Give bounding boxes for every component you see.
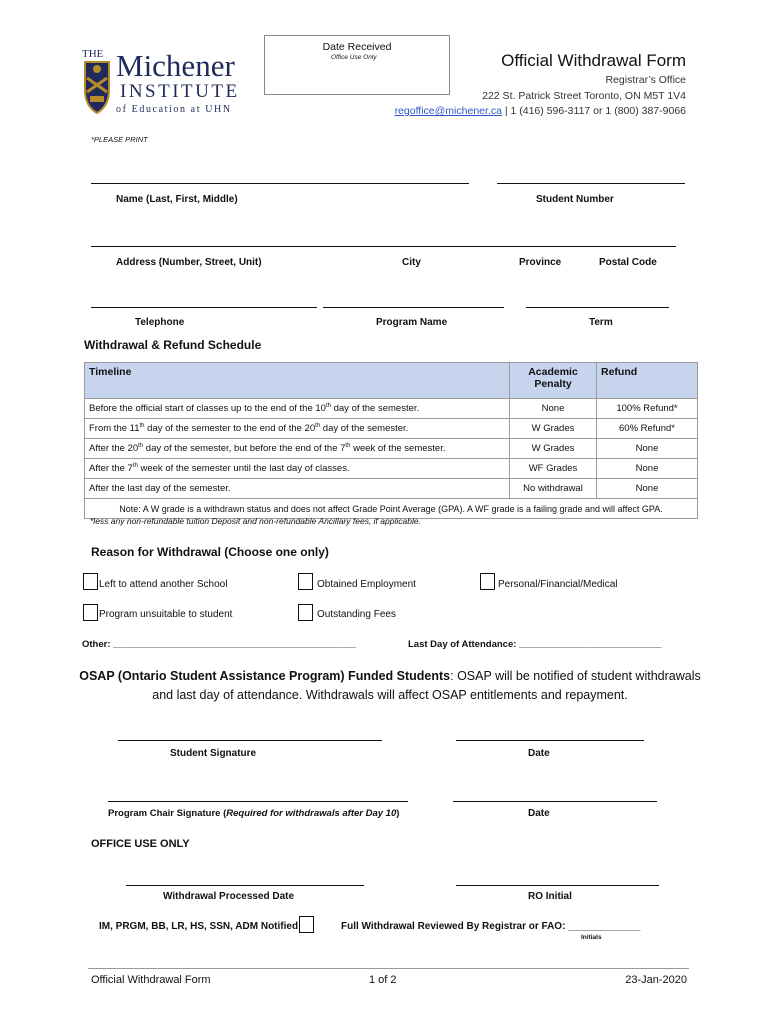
reason-heading: Reason for Withdrawal (Choose one only) (91, 545, 329, 559)
chair-signature-field[interactable] (108, 801, 408, 802)
email-link[interactable]: regoffice@michener.ca (394, 105, 502, 117)
please-print-note: *PLEASE PRINT (91, 135, 148, 144)
program-unsuitable-label: Program unsuitable to student (99, 609, 233, 620)
timeline-cell: After the 7th week of the semester until the last day of classes. (85, 459, 510, 479)
student-number-label: Student Number (536, 194, 614, 205)
timeline-cell: After the 20th day of the semester, but before the end of the 7th week of the semester. (85, 439, 510, 459)
penalty-cell: W Grades (510, 439, 597, 459)
obtained-employment-checkbox[interactable] (298, 573, 313, 590)
office-address: 222 St. Patrick Street Toronto, ON M5T 1V4 (482, 90, 686, 102)
telephone-field[interactable] (91, 307, 317, 308)
grade-note: Note: A W grade is a withdrawn status and does not affect Grade Point Average (GPA). A WF grade is a failing grade and will affect GPA. (85, 499, 698, 519)
osap-text-2: and last day of attendance. Withdrawals will affect OSAP entitlements and repayment. (152, 688, 628, 702)
student-date-label: Date (528, 748, 550, 759)
chair-date-label: Date (528, 808, 550, 819)
osap-heading: OSAP (Ontario Student Assistance Program) Funded Students (79, 669, 451, 683)
timeline-cell: Before the official start of classes up to the end of the 10th day of the semester. (85, 399, 510, 419)
refund-cell: 60% Refund* (597, 419, 698, 439)
processed-date-field[interactable] (126, 885, 364, 886)
logo-tagline: of Education at UHN (116, 104, 232, 115)
timeline-cell: After the last day of the semester. (85, 479, 510, 499)
outstanding-fees-label: Outstanding Fees (317, 609, 396, 620)
logo-institute: INSTITUTE (120, 81, 240, 102)
program-unsuitable-checkbox[interactable] (83, 604, 98, 621)
telephone-label: Telephone (135, 317, 185, 328)
program-name-field[interactable] (323, 307, 504, 308)
table-row (85, 479, 698, 499)
obtained-employment-label: Obtained Employment (317, 579, 416, 590)
program-name-label: Program Name (376, 317, 448, 328)
last-day-field[interactable]: Last Day of Attendance: ___________________________ (408, 639, 662, 650)
osap-text-1: : OSAP will be notified of student withdrawals (450, 669, 701, 683)
student-date-field[interactable] (456, 740, 644, 741)
penalty-cell: No withdrawal (510, 479, 597, 499)
timeline-cell: From the 11th day of the semester to the end of the 20th day of the semester. (85, 419, 510, 439)
personal-checkbox[interactable] (480, 573, 495, 590)
address-label: Address (Number, Street, Unit) (116, 257, 262, 268)
table-header-row (85, 363, 698, 399)
ro-initial-label: RO Initial (528, 891, 572, 902)
term-field[interactable] (526, 307, 669, 308)
table-row (85, 419, 698, 439)
address-field[interactable] (91, 246, 676, 247)
postal-code-label: Postal Code (599, 257, 657, 268)
logo-the: THE (82, 48, 104, 60)
province-label: Province (519, 257, 562, 268)
penalty-cell: WF Grades (510, 459, 597, 479)
timeline-header: Timeline (85, 363, 510, 399)
footer-form-name: Official Withdrawal Form (91, 974, 211, 986)
table-row (85, 459, 698, 479)
office-use-heading: OFFICE USE ONLY (91, 838, 190, 850)
left-school-checkbox[interactable] (83, 573, 98, 590)
processed-date-label: Withdrawal Processed Date (163, 891, 295, 902)
refund-header: Refund (597, 363, 698, 399)
refund-footnote: *less any non-refundable tuition Deposit and non-refundable Ancillary fees, if applicable. (90, 516, 421, 526)
student-number-field[interactable] (497, 183, 685, 184)
logo-name: Michener (116, 48, 235, 83)
office-use-only-label: Office Use Only (331, 54, 377, 61)
phone-text: | 1 (416) 596-3117 or 1 (800) 387-9066 (501, 105, 686, 117)
personal-label: Personal/Financial/Medical (498, 579, 618, 590)
student-signature-field[interactable] (118, 740, 382, 741)
refund-cell: None (597, 479, 698, 499)
penalty-cell: W Grades (510, 419, 597, 439)
footer-date: 23-Jan-2020 (625, 974, 687, 986)
outstanding-fees-checkbox[interactable] (298, 604, 313, 621)
michener-logo (82, 48, 262, 120)
notified-checkbox[interactable] (299, 916, 314, 933)
penalty-cell: None (510, 399, 597, 419)
office-name: Registrar’s Office (605, 74, 686, 86)
osap-notice (70, 667, 710, 705)
name-field[interactable] (91, 183, 469, 184)
reviewed-field[interactable]: Full Withdrawal Reviewed By Registrar or FAO: _____________ (341, 921, 641, 932)
crest-icon (82, 60, 112, 114)
student-signature-label: Student Signature (170, 748, 257, 759)
refund-schedule-table (84, 362, 698, 519)
left-school-label: Left to attend another School (99, 579, 228, 590)
penalty-header: Academic Penalty (510, 363, 597, 399)
contact-line (395, 105, 686, 117)
footer-divider (88, 968, 689, 969)
other-field[interactable]: Other: ______________________________________________ (82, 639, 357, 650)
refund-cell: None (597, 439, 698, 459)
notified-label: IM, PRGM, BB, LR, HS, SSN, ADM Notified (99, 921, 299, 932)
table-row (85, 399, 698, 419)
ro-initial-field[interactable] (456, 885, 659, 886)
city-label: City (402, 257, 421, 268)
term-label: Term (589, 317, 613, 328)
table-row (85, 439, 698, 459)
form-title: Official Withdrawal Form (501, 51, 686, 70)
name-label: Name (Last, First, Middle) (116, 194, 238, 205)
chair-date-field[interactable] (453, 801, 657, 802)
schedule-heading: Withdrawal & Refund Schedule (84, 338, 262, 352)
refund-cell: 100% Refund* (597, 399, 698, 419)
date-received-box (264, 35, 450, 95)
initials-label: Initials (581, 934, 602, 941)
page-number: 1 of 2 (369, 974, 397, 986)
refund-cell: None (597, 459, 698, 479)
date-received-title: Date Received (322, 41, 392, 53)
chair-signature-label: Program Chair Signature (Required for withdrawals after Day 10) (108, 808, 400, 819)
